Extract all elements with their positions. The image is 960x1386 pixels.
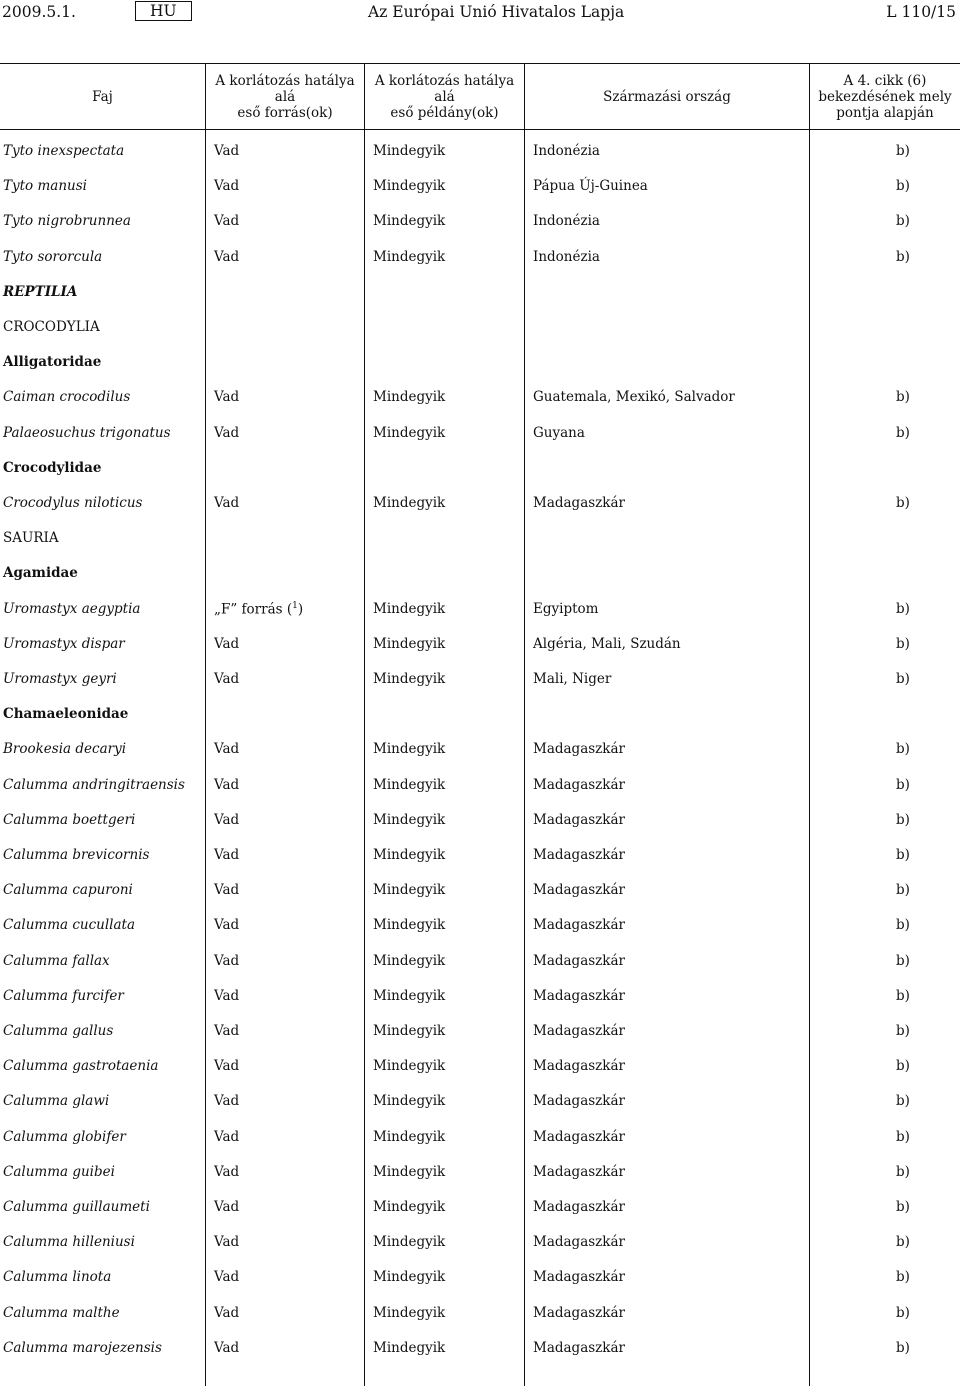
column-header-orszag: Származási ország [603, 89, 731, 105]
table-top-rule [0, 63, 960, 64]
country-cell: Guyana [533, 424, 585, 441]
category-label: Crocodylidae [3, 459, 102, 476]
table-row [0, 908, 960, 943]
source-cell: Vad [214, 1023, 240, 1039]
source-cell: Vad [214, 143, 240, 159]
language-badge: HU [135, 1, 192, 21]
specimen-cell: Mindegyik [373, 1023, 446, 1039]
table-row [0, 838, 960, 873]
table-row [0, 380, 960, 415]
specimen-cell: Mindegyik [373, 178, 446, 195]
table-row [0, 627, 960, 662]
source-cell: Vad [214, 495, 240, 511]
table-row [0, 873, 960, 908]
article-point-cell: b) [896, 143, 910, 159]
country-cell: Madagaszkár [533, 776, 625, 793]
country-cell: Madagaszkár [533, 1304, 625, 1321]
specimen-cell: Mindegyik [373, 1163, 446, 1180]
specimen-cell: Mindegyik [373, 424, 446, 441]
category-row [0, 521, 960, 556]
country-cell: Madagaszkár [533, 1058, 625, 1075]
table-row [0, 768, 960, 803]
source-cell: Vad [214, 776, 240, 793]
species-name: Calumma glawi [3, 1093, 110, 1110]
species-name: Calumma cucullata [3, 917, 136, 934]
source-cell: Vad [214, 741, 240, 758]
article-point-cell: b) [896, 671, 910, 687]
species-name: Caiman crocodilus [3, 389, 131, 406]
species-name: Tyto inexspectata [3, 143, 125, 159]
article-point-cell: b) [896, 882, 910, 899]
source-cell: Vad [214, 882, 240, 899]
specimen-cell: Mindegyik [373, 1199, 446, 1215]
source-cell: Vad [214, 1128, 240, 1145]
source-cell: Vad [214, 1269, 240, 1286]
species-name: Uromastyx aegyptia [3, 600, 141, 617]
article-point-cell: b) [896, 1199, 910, 1215]
category-label: Agamidae [3, 565, 78, 582]
source-cell: Vad [214, 178, 240, 195]
specimen-cell: Mindegyik [373, 917, 446, 934]
country-cell: Mali, Niger [533, 671, 612, 687]
table-row [0, 732, 960, 767]
table-row [0, 1225, 960, 1260]
category-label: Alligatoridae [3, 354, 102, 371]
category-row [0, 310, 960, 345]
specimen-cell: Mindegyik [373, 213, 446, 230]
species-name: Calumma gastrotaenia [3, 1058, 159, 1075]
species-name: Tyto manusi [3, 178, 87, 195]
country-cell: Madagaszkár [533, 987, 625, 1004]
country-cell: Madagaszkár [533, 1163, 625, 1180]
specimen-cell: Mindegyik [373, 1269, 446, 1286]
country-cell: Indonézia [533, 248, 600, 265]
specimen-cell: Mindegyik [373, 1058, 446, 1075]
source-cell: Vad [214, 635, 240, 652]
source-cell: Vad [214, 1304, 240, 1321]
source-cell: Vad [214, 1093, 240, 1110]
country-cell: Algéria, Mali, Szudán [533, 635, 681, 652]
table-row [0, 240, 960, 275]
species-name: Calumma hilleniusi [3, 1234, 135, 1251]
column-header-faj: Faj [92, 89, 113, 105]
specimen-cell: Mindegyik [373, 600, 446, 617]
country-cell: Indonézia [533, 143, 600, 159]
country-cell: Madagaszkár [533, 917, 625, 934]
country-cell: Madagaszkár [533, 952, 625, 969]
article-point-cell: b) [896, 178, 910, 195]
species-name: Calumma capuroni [3, 882, 133, 899]
table-row [0, 662, 960, 697]
country-cell: Madagaszkár [533, 1023, 625, 1039]
category-label: Chamaeleonidae [3, 706, 129, 723]
source-cell: Vad [214, 248, 240, 265]
country-cell: Madagaszkár [533, 1339, 625, 1356]
specimen-cell: Mindegyik [373, 741, 446, 758]
column-header-cikk: A 4. cikk (6) bekezdésének mely pontja alapján [818, 73, 952, 121]
page-header [0, 0, 960, 28]
species-name: Uromastyx geyri [3, 671, 117, 687]
column-header-peldany: A korlátozás hatálya alá eső példány(ok) [374, 73, 515, 121]
specimen-cell: Mindegyik [373, 671, 446, 687]
table-row [0, 1120, 960, 1155]
specimen-cell: Mindegyik [373, 1304, 446, 1321]
article-point-cell: b) [896, 495, 910, 511]
species-name: Calumma guibei [3, 1163, 115, 1180]
table-row [0, 134, 960, 169]
country-cell: Madagaszkár [533, 1269, 625, 1286]
country-cell: Pápua Új-Guinea [533, 178, 648, 195]
column-header-forras: A korlátozás hatálya alá eső forrás(ok) [215, 73, 355, 121]
specimen-cell: Mindegyik [373, 1093, 446, 1110]
table-row [0, 944, 960, 979]
species-name: Calumma andringitraensis [3, 776, 185, 793]
country-cell: Madagaszkár [533, 1199, 625, 1215]
specimen-cell: Mindegyik [373, 248, 446, 265]
article-point-cell: b) [896, 1339, 910, 1356]
country-cell: Madagaszkár [533, 1093, 625, 1110]
species-name: Uromastyx dispar [3, 635, 125, 652]
article-point-cell: b) [896, 1163, 910, 1180]
article-point-cell: b) [896, 635, 910, 652]
article-point-cell: b) [896, 987, 910, 1004]
table-row [0, 416, 960, 451]
table-row [0, 1049, 960, 1084]
species-name: Tyto nigrobrunnea [3, 213, 131, 230]
table-row [0, 169, 960, 204]
specimen-cell: Mindegyik [373, 635, 446, 652]
journal-title: Az Európai Unió Hivatalos Lapja [368, 3, 625, 21]
species-name: Calumma boettgeri [3, 811, 136, 828]
species-name: Calumma malthe [3, 1304, 120, 1321]
article-point-cell: b) [896, 1269, 910, 1286]
article-point-cell: b) [896, 1093, 910, 1110]
article-point-cell: b) [896, 1234, 910, 1251]
specimen-cell: Mindegyik [373, 1339, 446, 1356]
species-name: Calumma fallax [3, 952, 110, 969]
source-cell: Vad [214, 811, 240, 828]
page-number: L 110/15 [886, 3, 956, 21]
source-cell: Vad [214, 1163, 240, 1180]
source-cell: Vad [214, 1339, 240, 1356]
article-point-cell: b) [896, 424, 910, 441]
article-point-cell: b) [896, 917, 910, 934]
species-name: Crocodylus niloticus [3, 495, 143, 511]
article-point-cell: b) [896, 248, 910, 265]
species-name: Tyto sororcula [3, 248, 103, 265]
source-cell: Vad [214, 917, 240, 934]
article-point-cell: b) [896, 952, 910, 969]
country-cell: Indonézia [533, 213, 600, 230]
category-label: SAURIA [3, 530, 59, 547]
species-name: Calumma brevicornis [3, 847, 150, 863]
species-name: Calumma linota [3, 1269, 112, 1286]
table-row [0, 1190, 960, 1225]
category-row [0, 275, 960, 310]
specimen-cell: Mindegyik [373, 882, 446, 899]
species-name: Calumma furcifer [3, 987, 124, 1004]
country-cell: Madagaszkár [533, 1234, 625, 1251]
source-cell: Vad [214, 424, 240, 441]
source-cell: Vad [214, 389, 240, 406]
table-row [0, 486, 960, 521]
specimen-cell: Mindegyik [373, 1128, 446, 1145]
category-row [0, 451, 960, 486]
article-point-cell: b) [896, 1128, 910, 1145]
category-row [0, 345, 960, 380]
specimen-cell: Mindegyik [373, 143, 446, 159]
specimen-cell: Mindegyik [373, 952, 446, 969]
country-cell: Guatemala, Mexikó, Salvador [533, 389, 735, 406]
article-point-cell: b) [896, 1023, 910, 1039]
specimen-cell: Mindegyik [373, 811, 446, 828]
article-point-cell: b) [896, 1304, 910, 1321]
specimen-cell: Mindegyik [373, 847, 446, 863]
table-row [0, 1084, 960, 1119]
source-cell: Vad [214, 952, 240, 969]
source-cell: Vad [214, 1058, 240, 1075]
country-cell: Egyiptom [533, 600, 599, 617]
article-point-cell: b) [896, 811, 910, 828]
source-cell: Vad [214, 213, 240, 230]
specimen-cell: Mindegyik [373, 776, 446, 793]
species-name: Palaeosuchus trigonatus [3, 424, 171, 441]
table-row [0, 1260, 960, 1295]
country-cell: Madagaszkár [533, 882, 625, 899]
publication-date: 2009.5.1. [2, 3, 76, 21]
country-cell: Madagaszkár [533, 847, 625, 863]
species-name: Calumma gallus [3, 1023, 114, 1039]
table-row [0, 1331, 960, 1366]
source-cell: Vad [214, 847, 240, 863]
specimen-cell: Mindegyik [373, 987, 446, 1004]
country-cell: Madagaszkár [533, 495, 625, 511]
species-name: Calumma globifer [3, 1128, 126, 1145]
specimen-cell: Mindegyik [373, 495, 446, 511]
article-point-cell: b) [896, 741, 910, 758]
article-point-cell: b) [896, 600, 910, 617]
category-label: REPTILIA [3, 283, 78, 300]
category-row [0, 556, 960, 591]
source-cell: „F” forrás ($^1$) [214, 600, 304, 618]
specimen-cell: Mindegyik [373, 1234, 446, 1251]
specimen-cell: Mindegyik [373, 389, 446, 406]
source-cell: Vad [214, 671, 240, 687]
table-row [0, 592, 960, 627]
species-name: Brookesia decaryi [3, 741, 127, 758]
species-name: Calumma marojezensis [3, 1339, 162, 1356]
table-row [0, 1296, 960, 1331]
source-cell: Vad [214, 1199, 240, 1215]
article-point-cell: b) [896, 1058, 910, 1075]
article-point-cell: b) [896, 776, 910, 793]
country-cell: Madagaszkár [533, 741, 625, 758]
source-cell: Vad [214, 1234, 240, 1251]
category-label: CROCODYLIA [3, 319, 100, 335]
article-point-cell: b) [896, 213, 910, 230]
category-row [0, 697, 960, 732]
country-cell: Madagaszkár [533, 811, 625, 828]
table-row [0, 1155, 960, 1190]
table-row [0, 979, 960, 1014]
table-header-rule [0, 129, 960, 130]
source-cell: Vad [214, 987, 240, 1004]
species-name: Calumma guillaumeti [3, 1199, 150, 1215]
table-row [0, 1014, 960, 1049]
article-point-cell: b) [896, 847, 910, 863]
country-cell: Madagaszkár [533, 1128, 625, 1145]
footnote-ref: 1 [292, 600, 298, 611]
table-row [0, 204, 960, 239]
article-point-cell: b) [896, 389, 910, 406]
table-row [0, 803, 960, 838]
